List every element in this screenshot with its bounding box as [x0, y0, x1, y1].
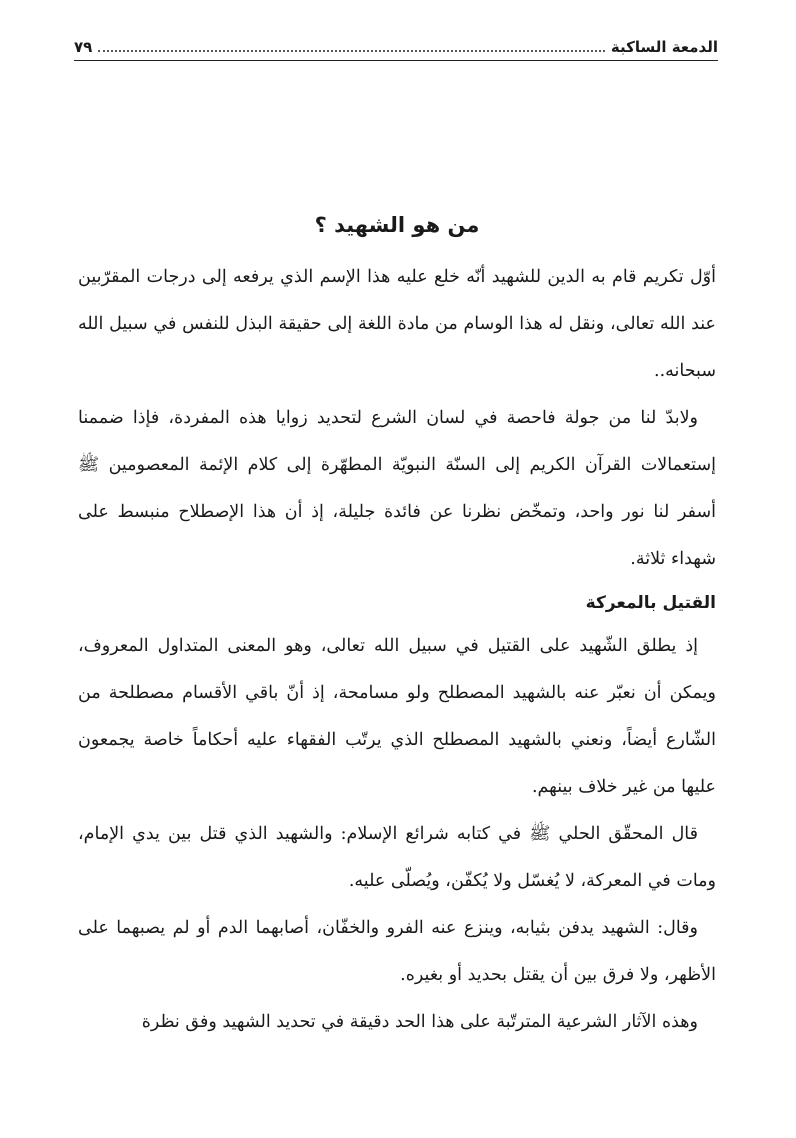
- running-header-book-title: الدمعة الساكبة: [610, 38, 718, 56]
- page-body: [78, 208, 716, 1046]
- running-header: [74, 30, 718, 61]
- subsection-title: القتيل بالمعركة: [585, 593, 716, 613]
- section-title: من هو الشهيد ؟: [314, 213, 480, 237]
- paragraph: وقال: الشهيد يدفن بثيابه، وينزع عنه الفرو والخفّان، أصابهما الدم أو لم يصبهما على الأظهر، ولا فرق بين أن يقتل بحديد أو بغيره.: [78, 918, 716, 985]
- page-number: ٧٩: [74, 38, 93, 56]
- paragraph: ولابدّ لنا من جولة فاحصة في لسان الشرع لتحديد زوايا هذه المفردة، فإذا ضممنا إستعمالات القرآن الكريم إلى السنّة النبويّة المطهّرة إلى كلام الإئمة المعصومين ﷺ أسفر لنا نور واحد، وتمخّض نظرنا عن فائدة جليلة، إذ أن هذا الإصطلاح منبسط على شهداء ثلاثة.: [78, 408, 716, 569]
- paragraph: وهذه الآثار الشرعية المترتّبة على هذا الحد دقيقة في تحديد الشهيد وفق نظرة: [141, 1012, 698, 1032]
- paragraph: قال المحقّق الحلي ﷺ في كتابه شرائع الإسلام: والشهيد الذي قتل بين يدي الإمام، ومات في المعركة، لا يُغسّل ولا يُكفّن، ويُصلّى عليه.: [78, 824, 716, 891]
- header-dot-leader: [98, 50, 605, 52]
- paragraph: أوّل تكريم قام به الدين للشهيد أنّه خلع عليه هذا الإسم الذي يرفعه إلى درجات المقرّبين عند الله تعالى، ونقل له هذا الوسام من مادة اللغة إلى حقيقة البذل للنفس في سبيل الله سبحانه..: [78, 267, 716, 381]
- paragraph: إذ يطلق الشّهيد على القتيل في سبيل الله تعالى، وهو المعنى المتداول المعروف، ويمكن أن نعبّر عنه بالشهيد المصطلح ولو مسامحة، إذ أنّ باقي الأقسام مصطلحة من الشّارع أيضاً، ونعني بالشهيد المصطلح الذي يرتّب الفقهاء عليه أحكاماً خاصة يجمعون عليها من غير خلاف بينهم.: [78, 636, 716, 797]
